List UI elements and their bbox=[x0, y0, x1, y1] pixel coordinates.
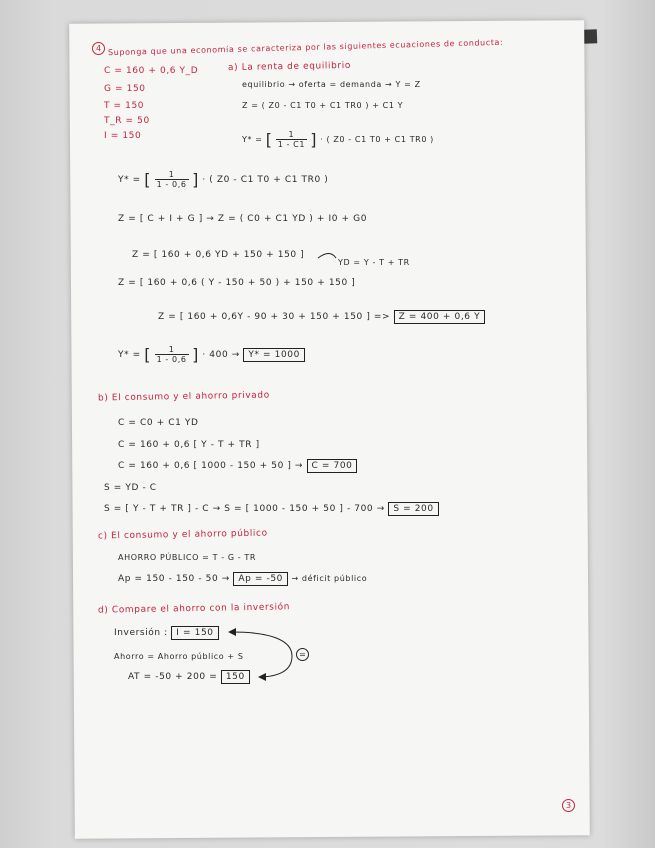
multiplier-fraction bbox=[155, 170, 189, 189]
fraction-denominator: 1 - C1 bbox=[277, 140, 306, 149]
formula-rhs: · 400 → bbox=[202, 350, 240, 360]
answer-box-saving: S = 200 bbox=[388, 502, 438, 516]
multiplier-fraction bbox=[155, 345, 189, 364]
part-a-aggregate-demand: Z = [ C + I + G ] → Z = ( C0 + C1 YD ) + I0 + G0 bbox=[118, 214, 368, 224]
given-transfers: T_R = 50 bbox=[104, 116, 150, 126]
part-a-demand-equation: Z = ( Z0 - C1 T0 + C1 TR0 ) + C1 Y bbox=[242, 101, 404, 110]
problem-statement: Suponga que una economía se caracteriza por las siguientes ecuaciones de conducta: bbox=[107, 37, 504, 58]
fraction-denominator: 1 - 0,6 bbox=[156, 355, 187, 364]
investment-label: Inversión : bbox=[114, 628, 168, 638]
part-d-title: d) Compare el ahorro con la inversión bbox=[97, 602, 291, 616]
answer-box-income: Y* = 1000 bbox=[243, 348, 305, 362]
part-a-equilibrium-condition: equilibrio → oferta = demanda → Y = Z bbox=[242, 80, 421, 89]
open-bracket: [ bbox=[265, 130, 273, 149]
close-bracket: ] bbox=[310, 130, 318, 149]
part-a-simplification bbox=[158, 312, 485, 322]
answer-box-investment: I = 150 bbox=[171, 626, 218, 640]
answer-box-consumption: C = 700 bbox=[307, 459, 358, 473]
part-a-substitution-2: Z = [ 160 + 0,6 ( Y - 150 + 50 ) + 150 + 150 ] bbox=[118, 278, 356, 288]
answer-box-demand: Z = 400 + 0,6 Y bbox=[394, 310, 486, 324]
consumption-calc: C = 160 + 0,6 [ 1000 - 150 + 50 ] → bbox=[118, 461, 304, 471]
part-a-disposable-income-note: YD = Y - T + TR bbox=[338, 258, 410, 267]
given-government: G = 150 bbox=[104, 84, 146, 94]
deficit-note: → déficit público bbox=[291, 574, 368, 583]
equality-mark bbox=[296, 648, 309, 661]
page-number-badge bbox=[562, 799, 575, 812]
formula-lhs: Y* = bbox=[118, 175, 141, 185]
close-bracket: ] bbox=[192, 170, 199, 189]
part-b-consumption-function: C = C0 + C1 YD bbox=[118, 418, 199, 428]
answer-box-total-saving: 150 bbox=[221, 670, 250, 684]
formula-lhs: Y* = bbox=[242, 135, 263, 144]
part-d-total-saving-definition: Ahorro = Ahorro público + S bbox=[114, 652, 244, 661]
formula-rhs: · ( Z0 - C1 T0 + C1 TR0 ) bbox=[202, 175, 329, 185]
part-c-title: c) El consumo y el ahorro público bbox=[97, 528, 268, 542]
part-b-saving-result bbox=[104, 504, 439, 514]
given-consumption: C = 160 + 0,6 Y_D bbox=[104, 66, 199, 76]
page-number: 3 bbox=[565, 801, 572, 810]
simplification-text: Z = [ 160 + 0,6Y - 90 + 30 + 150 + 150 ] => bbox=[158, 312, 391, 322]
answer-box-public-saving: Ap = -50 bbox=[233, 572, 288, 586]
problem-number-badge bbox=[92, 42, 105, 55]
fraction-numerator: 1 bbox=[276, 130, 307, 140]
formula-lhs: Y* = bbox=[118, 350, 141, 360]
saving-calc: S = [ Y - T + TR ] - C → S = [ 1000 - 150 + 50 ] - 700 → bbox=[104, 504, 385, 514]
given-taxes: T = 150 bbox=[104, 101, 145, 111]
equality-symbol: = bbox=[299, 650, 306, 659]
total-saving-calc: AT = -50 + 200 = bbox=[128, 672, 218, 682]
part-d-investment bbox=[114, 628, 219, 638]
formula-rhs: · ( Z0 - C1 T0 + C1 TR0 ) bbox=[320, 135, 434, 144]
open-bracket: [ bbox=[144, 170, 152, 189]
part-b-saving-definition: S = YD - C bbox=[104, 483, 157, 493]
problem-number: 4 bbox=[95, 44, 102, 53]
multiplier-fraction bbox=[276, 130, 307, 149]
part-a-multiplier-numeric bbox=[118, 170, 328, 189]
public-saving-calc: Ap = 150 - 150 - 50 → bbox=[118, 574, 230, 584]
fraction-numerator: 1 bbox=[155, 345, 189, 355]
part-a-title: a) La renta de equilibrio bbox=[227, 60, 351, 74]
part-a-substitution-1: Z = [ 160 + 0,6 YD + 150 + 150 ] bbox=[132, 250, 305, 260]
fraction-numerator: 1 bbox=[155, 170, 189, 180]
part-a-multiplier-formula bbox=[242, 130, 434, 149]
part-c-public-saving-result bbox=[118, 574, 367, 584]
fraction-denominator: 1 - 0,6 bbox=[156, 180, 187, 189]
part-a-equilibrium-income bbox=[118, 345, 305, 364]
part-b-title: b) El consumo y el ahorro privado bbox=[97, 390, 270, 404]
close-bracket: ] bbox=[192, 345, 199, 364]
part-b-consumption-result bbox=[118, 461, 357, 471]
part-b-consumption-substitution: C = 160 + 0,6 [ Y - T + TR ] bbox=[118, 440, 260, 450]
given-investment: I = 150 bbox=[104, 131, 142, 141]
part-c-public-saving-definition: AHORRO PÚBLICO = T - G - TR bbox=[118, 553, 257, 562]
open-bracket: [ bbox=[144, 345, 152, 364]
part-d-total-saving-result bbox=[128, 672, 250, 682]
